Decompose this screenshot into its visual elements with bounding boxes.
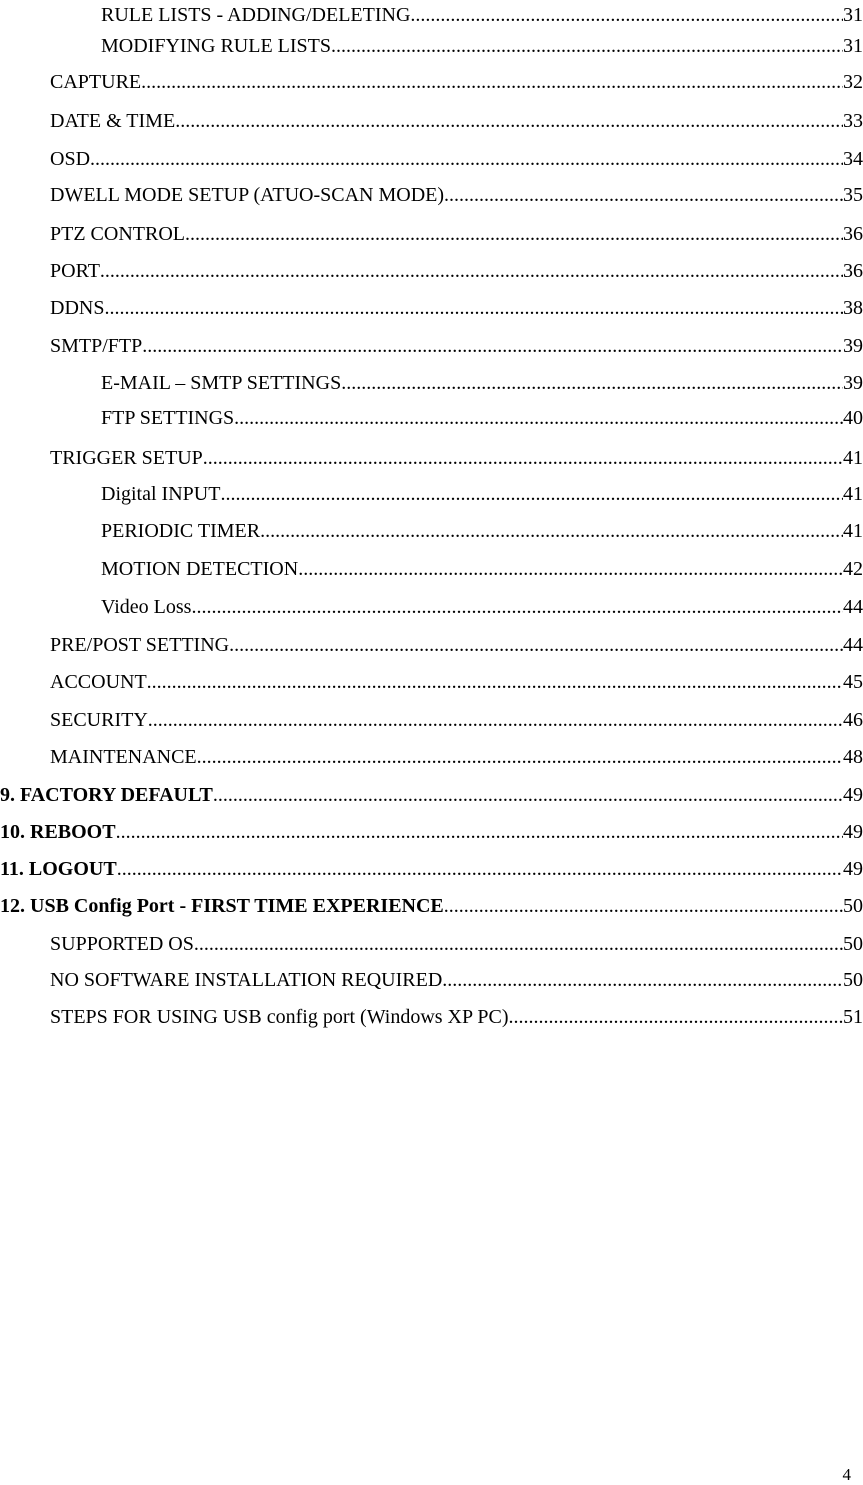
toc-entry-page: 38: [843, 297, 863, 319]
toc-entry-title: MOTION DETECTION: [101, 558, 299, 580]
toc-entry-title: E-MAIL – SMTP SETTINGS: [101, 372, 342, 394]
toc-leader: [175, 106, 843, 136]
toc-entry: [101, 31, 863, 61]
toc-leader: [203, 443, 843, 473]
toc-entry-page: 48: [843, 746, 863, 768]
toc-entry-title: DWELL MODE SETUP (ATUO-SCAN MODE): [50, 184, 445, 206]
toc-entry-title: RULE LISTS - ADDING/DELETING: [101, 4, 411, 26]
toc-entry-page: 46: [843, 709, 863, 731]
toc-leader: [220, 479, 843, 509]
toc-leader: [229, 630, 843, 660]
toc-entry: [50, 667, 863, 697]
toc-entry: [101, 554, 863, 584]
toc-entry-page: 49: [843, 821, 863, 843]
toc-entry-page: 39: [843, 372, 863, 394]
toc-entry: [50, 965, 863, 995]
toc-entry: [50, 256, 863, 286]
toc-leader: [191, 592, 843, 622]
toc-entry: [50, 705, 863, 735]
toc-entry-page: 45: [843, 671, 863, 693]
toc-leader: [444, 180, 843, 210]
toc-entry-page: 36: [843, 260, 863, 282]
toc-entry-page: 34: [843, 148, 863, 170]
toc-entry-page: 44: [843, 634, 863, 656]
toc-leader: [147, 667, 843, 697]
toc-entry: [0, 817, 863, 847]
toc-entry-title: PERIODIC TIMER: [101, 520, 261, 542]
toc-entry-page: 40: [843, 407, 863, 429]
toc-leader: [234, 403, 843, 433]
toc-entry-page: 41: [843, 447, 863, 469]
toc-entry: [50, 180, 863, 210]
toc-entry-title: PRE/POST SETTING: [50, 634, 230, 656]
toc-entry-title: ACCOUNT: [50, 671, 147, 693]
toc-entry-page: 41: [843, 483, 863, 505]
toc-entry-title: SECURITY: [50, 709, 148, 731]
toc-entry-page: 35: [843, 184, 863, 206]
toc-entry-title: SUPPORTED OS: [50, 933, 194, 955]
toc-entry: [50, 630, 863, 660]
toc-entry-title: PTZ CONTROL: [50, 223, 185, 245]
toc-entry-page: 44: [843, 596, 863, 618]
toc-leader: [100, 256, 843, 286]
toc-leader: [442, 965, 843, 995]
toc-entry: [101, 479, 863, 509]
toc-entry-title: STEPS FOR USING USB config port (Windows XP PC): [50, 1006, 509, 1028]
toc-leader: [197, 742, 843, 772]
toc-entry-title: 9. FACTORY DEFAULT: [0, 784, 213, 806]
page-number: 4: [842, 1465, 851, 1484]
toc-leader: [341, 368, 843, 398]
toc-leader: [444, 891, 843, 921]
toc-entry-page: 50: [843, 933, 863, 955]
toc-entry-page: 31: [843, 35, 863, 57]
toc-entry-page: 32: [843, 71, 863, 93]
toc-leader: [116, 817, 843, 847]
toc-leader: [410, 0, 843, 30]
toc-entry-title: PORT: [50, 260, 100, 282]
toc-leader: [509, 1002, 843, 1032]
toc-entry-title: FTP SETTINGS: [101, 407, 235, 429]
toc-entry: [0, 891, 863, 921]
toc-entry-title: 11. LOGOUT: [0, 858, 117, 880]
toc-entry: [101, 592, 863, 622]
toc-entry-page: 50: [843, 969, 863, 991]
toc-entry-title: OSD: [50, 148, 91, 170]
toc-entry-page: 33: [843, 110, 863, 132]
toc-entry-title: CAPTURE: [50, 71, 142, 93]
toc-entry-page: 42: [843, 558, 863, 580]
toc-leader: [298, 554, 843, 584]
toc-entry-title: TRIGGER SETUP: [50, 447, 203, 469]
toc-leader: [213, 780, 843, 810]
toc-entry: [101, 516, 863, 546]
toc-entry: [101, 403, 863, 433]
toc-entry-title: MAINTENANCE: [50, 746, 197, 768]
toc-entry: [50, 331, 863, 361]
toc-entry-page: 49: [843, 784, 863, 806]
toc-entry-title: DDNS: [50, 297, 105, 319]
toc-entry: [101, 0, 863, 30]
toc-entry-page: 51: [843, 1006, 863, 1028]
toc-entry: [50, 929, 863, 959]
toc-entry-title: 10. REBOOT: [0, 821, 116, 843]
toc-entry-title: Video Loss: [101, 596, 192, 618]
toc-leader: [117, 854, 843, 884]
toc-entry-page: 36: [843, 223, 863, 245]
toc-leader: [142, 331, 843, 361]
toc-entry-title: MODIFYING RULE LISTS: [101, 35, 331, 57]
toc-entry: [50, 144, 863, 174]
toc-leader: [90, 144, 843, 174]
toc-entry: [50, 219, 863, 249]
toc-entry-title: SMTP/FTP: [50, 335, 143, 357]
toc-leader: [260, 516, 843, 546]
toc-entry-title: 12. USB Config Port - FIRST TIME EXPERIENCE: [0, 895, 444, 917]
toc-entry: [50, 67, 863, 97]
toc-entry: [50, 293, 863, 323]
toc-entry-page: 49: [843, 858, 863, 880]
toc-leader: [194, 929, 843, 959]
toc-entry-page: 31: [843, 4, 863, 26]
toc-leader: [104, 293, 843, 323]
toc-entry-page: 50: [843, 895, 863, 917]
toc-leader: [331, 31, 843, 61]
toc-entry: [101, 368, 863, 398]
toc-entry: [0, 854, 863, 884]
toc-entry: [50, 742, 863, 772]
toc-entry: [50, 443, 863, 473]
toc-entry-page: 39: [843, 335, 863, 357]
toc-entry-title: DATE & TIME: [50, 110, 176, 132]
toc-entry: [50, 106, 863, 136]
toc-entry-page: 41: [843, 520, 863, 542]
toc-entry: [0, 780, 863, 810]
toc-entry: [50, 1002, 863, 1032]
toc-entry-title: NO SOFTWARE INSTALLATION REQUIRED: [50, 969, 443, 991]
toc-leader: [185, 219, 843, 249]
toc-leader: [148, 705, 843, 735]
toc-leader: [141, 67, 843, 97]
toc-entry-title: Digital INPUT: [101, 483, 221, 505]
